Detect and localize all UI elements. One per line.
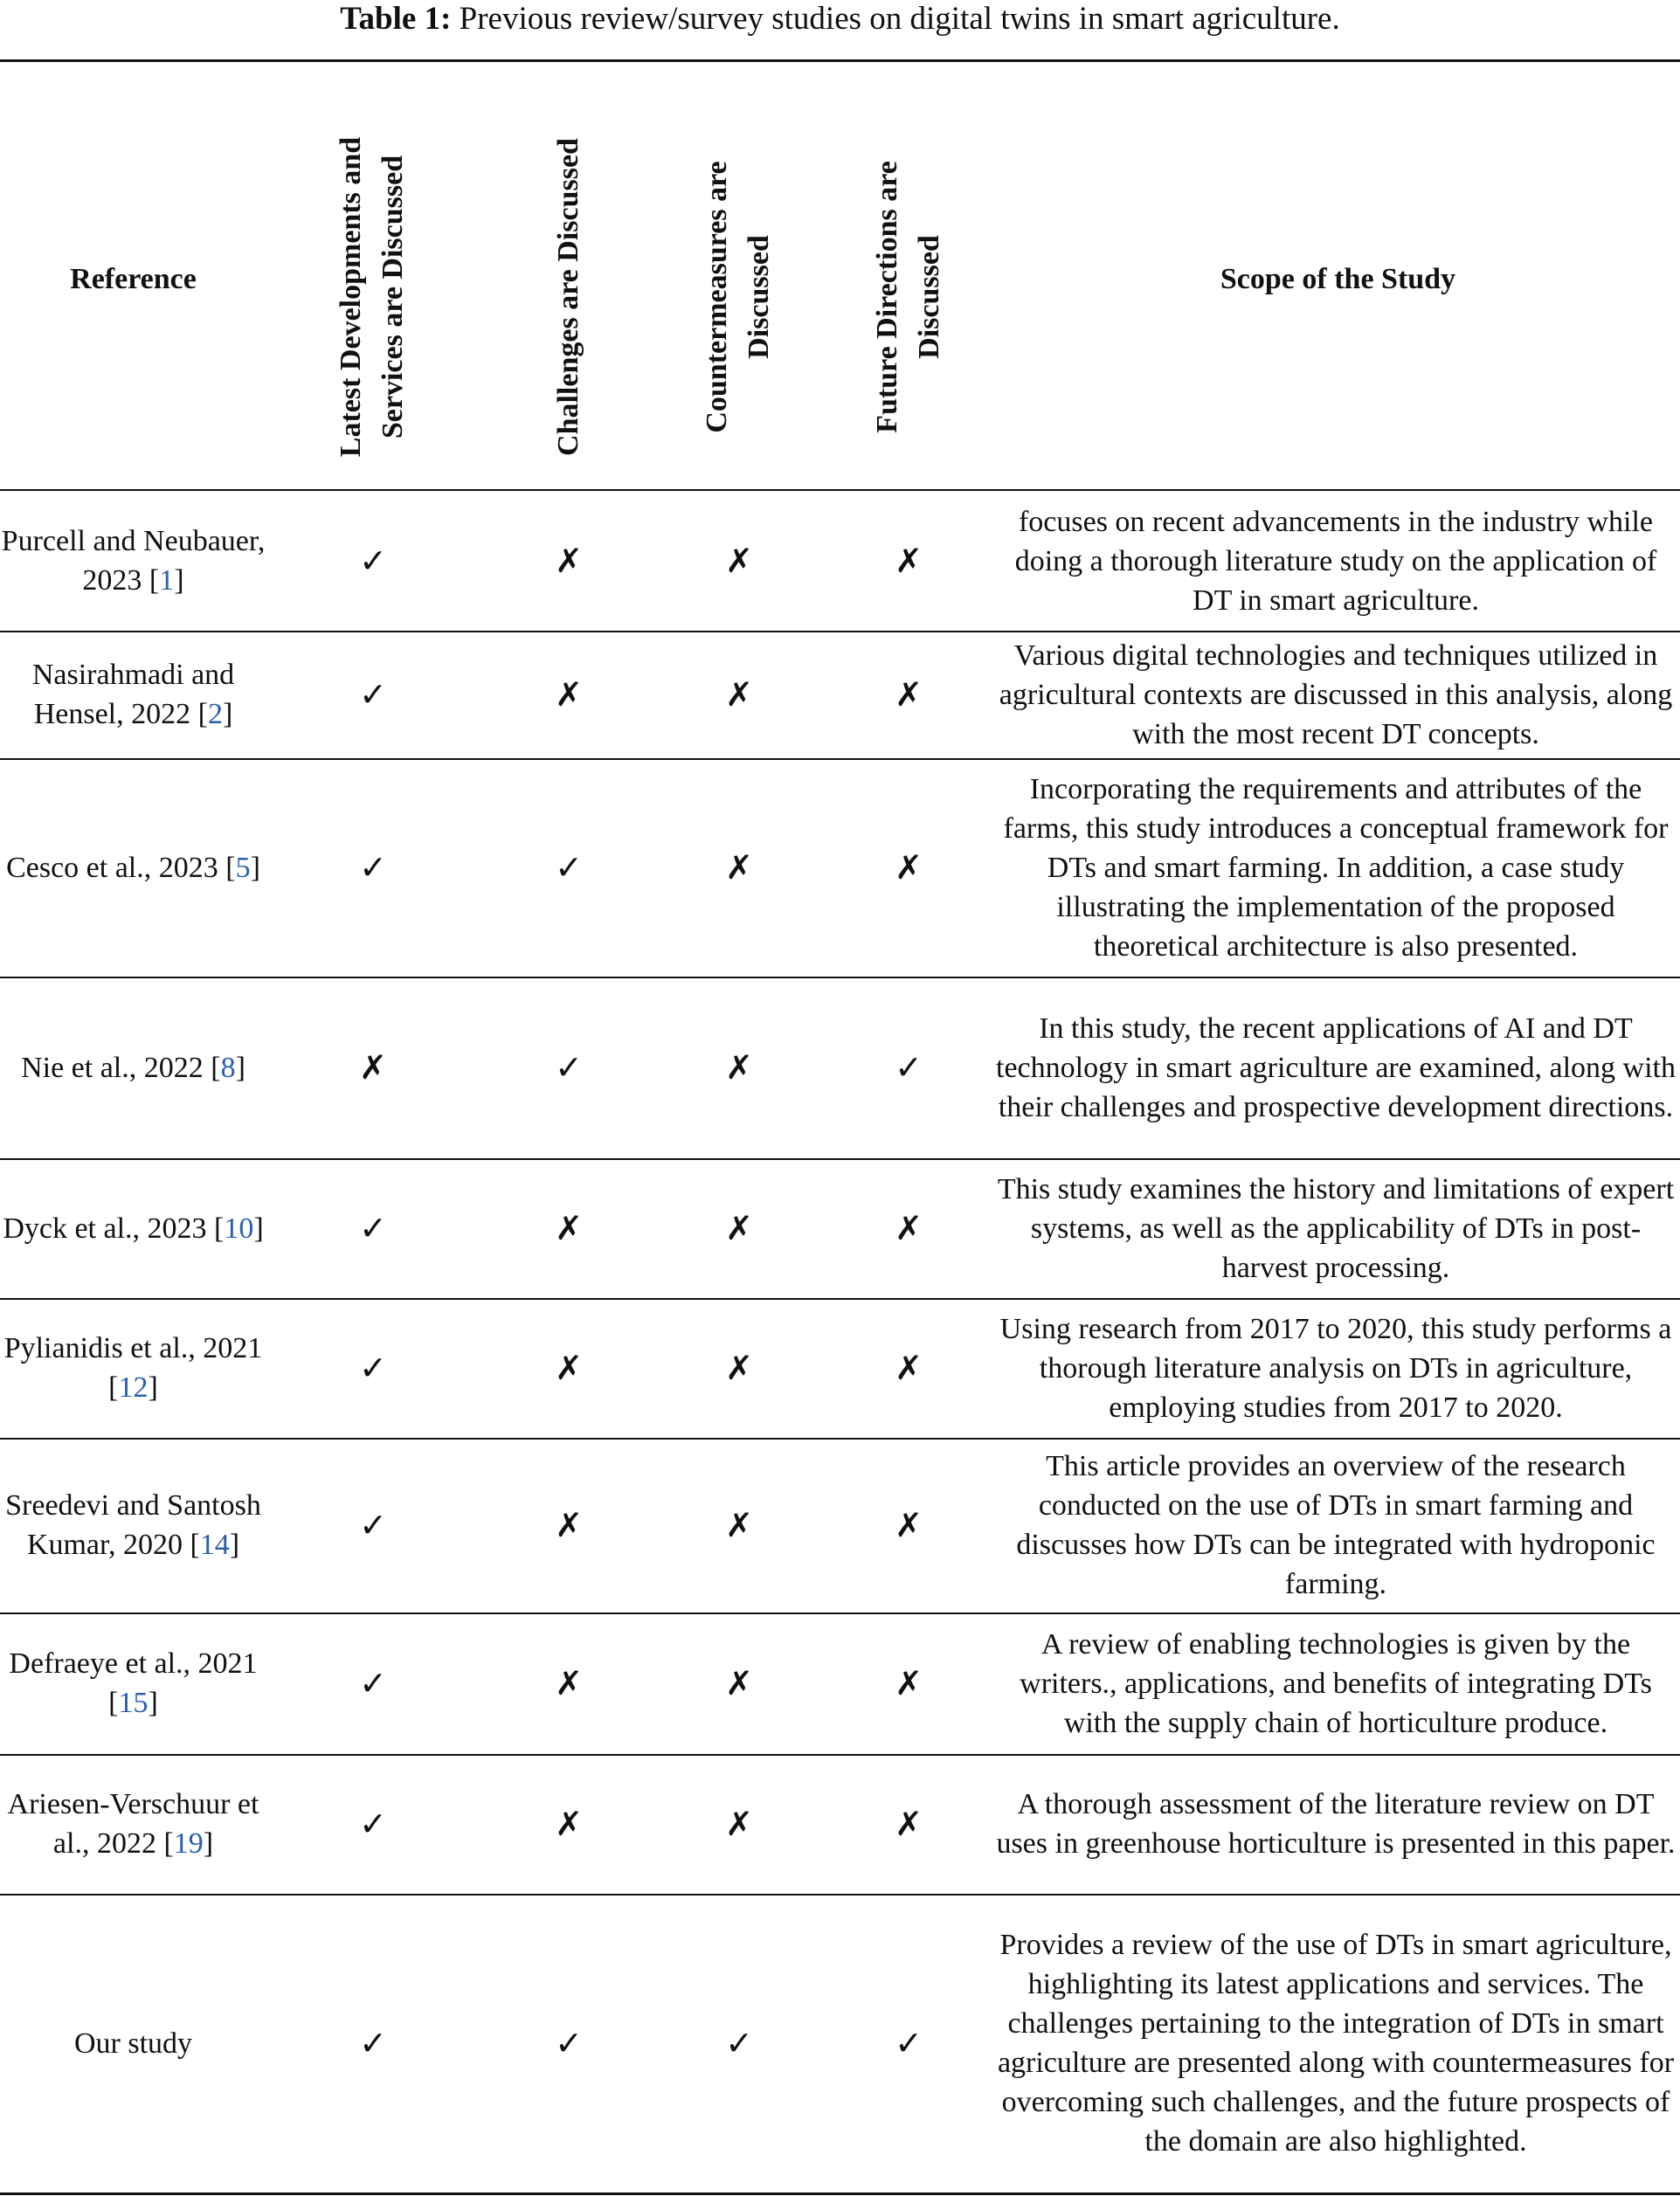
reference-label: Pylianidis et al., 2021 [: [3, 1332, 263, 1404]
check-mark-icon: ✓: [359, 542, 387, 580]
citation-close: ]: [148, 1371, 158, 1404]
scope-cell: [992, 1298, 1680, 1438]
cross-mark-icon: ✗: [725, 1349, 753, 1387]
reference-text: [21, 1048, 245, 1088]
cross-mark-icon: ✗: [895, 1209, 923, 1247]
citation-link[interactable]: 1: [159, 564, 175, 597]
reference-text: [0, 655, 266, 734]
cross-mark-icon: ✗: [895, 1805, 923, 1843]
table-row: [0, 491, 1680, 631]
reference-text: [0, 1329, 266, 1407]
table-row: [0, 1754, 1680, 1894]
check-mark-icon: ✓: [359, 675, 387, 714]
header-scope: Scope of the Study: [1220, 263, 1456, 295]
table-row: [0, 977, 1680, 1158]
scope-cell: [992, 1158, 1680, 1298]
cross-mark-icon: ✗: [555, 1349, 583, 1387]
scope-cell: [992, 1894, 1680, 2193]
cross-mark-icon: ✗: [895, 1664, 923, 1702]
cross-mark-icon: ✗: [895, 848, 923, 887]
reference-cell: [0, 1298, 266, 1438]
reference-label: Nasirahmadi and Hensel, 2022 [: [31, 659, 235, 730]
top-rule: [0, 59, 1680, 62]
citation-link[interactable]: 15: [118, 1687, 149, 1719]
citation-close: ]: [250, 851, 260, 884]
citation-close: ]: [235, 1051, 245, 1084]
cross-mark-icon: ✗: [895, 675, 923, 714]
check-mark-icon: ✓: [359, 1664, 387, 1702]
scope-cell: [992, 758, 1680, 977]
citation-link[interactable]: 5: [235, 851, 251, 884]
check-mark-icon: ✓: [359, 1349, 387, 1387]
citation-close: ]: [229, 1529, 240, 1561]
cross-mark-icon: ✗: [555, 1209, 583, 1247]
cross-mark-icon: ✗: [555, 542, 583, 580]
reference-cell: [0, 758, 266, 977]
reference-text: [0, 1486, 266, 1564]
citation-link[interactable]: 2: [207, 698, 223, 730]
scope-cell: [992, 1612, 1680, 1754]
check-mark-icon: ✓: [555, 848, 583, 887]
scope-text: Provides a review of the use of DTs in smart agriculture, highlighting its latest applications and services. The challenges pertaining to the integration of DTs in smart agriculture are presented along with countermeasures for overcoming such challenges, and the future prospects of the domain are also highlighted.: [997, 1929, 1675, 2158]
citation-link[interactable]: 19: [173, 1827, 204, 1860]
scope-text: A review of enabling technologies is given by the writers., applications, and benefits of integrating DTs with the supply chain of horticulture produce.: [1020, 1627, 1652, 1739]
bottom-rule: [0, 2193, 1680, 2195]
header-challenges: Challenges are Discussed: [552, 138, 584, 456]
cross-mark-icon: ✗: [725, 1506, 753, 1544]
cross-mark-icon: ✗: [725, 1048, 753, 1087]
check-mark-icon: ✓: [895, 1048, 923, 1087]
cross-mark-icon: ✗: [359, 1048, 387, 1087]
scope-cell: [992, 491, 1680, 631]
reference-cell: [0, 491, 266, 631]
cross-mark-icon: ✗: [555, 1506, 583, 1544]
reference-label: Defraeye et al., 2021 [: [9, 1647, 258, 1719]
reference-text: [74, 2024, 192, 2063]
scope-text: Using research from 2017 to 2020, this study performs a thorough literature analysis on DTs in agriculture, employing studies from 2017 to 2020.: [999, 1312, 1672, 1424]
reference-cell: [0, 1612, 266, 1754]
reference-text: [0, 521, 266, 600]
table-row: [0, 1894, 1680, 2193]
scope-cell: [992, 977, 1680, 1158]
citation-link[interactable]: 12: [118, 1371, 149, 1404]
table-row: [0, 1158, 1680, 1298]
scope-text: In this study, the recent applications of AI and DT technology in smart agriculture are examined, along with their challenges and prospective development directions.: [996, 1012, 1676, 1123]
citation-close: ]: [253, 1212, 264, 1245]
reference-cell: [0, 631, 266, 758]
reference-label: Dyck et al., 2023 [: [3, 1212, 225, 1245]
reference-cell: [0, 1754, 266, 1894]
check-mark-icon: ✓: [725, 2024, 753, 2062]
caption-text: Previous review/survey studies on digital twins in smart agriculture.: [459, 1, 1340, 37]
reference-text: [3, 1209, 263, 1248]
cross-mark-icon: ✗: [895, 1506, 923, 1544]
reference-label: Sreedevi and Santosh Kumar, 2020 [: [5, 1489, 261, 1561]
check-mark-icon: ✓: [359, 1209, 387, 1247]
header-future-directions: Future Directions are Discussed: [871, 161, 945, 433]
citation-close: ]: [174, 564, 184, 597]
header-countermeasures: Countermeasures are Discussed: [701, 161, 775, 433]
check-mark-icon: ✓: [895, 2024, 923, 2062]
scope-text: This study examines the history and limitations of expert systems, as well as the applicability of DTs in post-harvest processing.: [997, 1172, 1675, 1284]
reference-text: [0, 1644, 266, 1723]
scope-text: focuses on recent advancements in the industry while doing a thorough literature study on the application of DT in smart agriculture.: [1014, 505, 1657, 617]
cross-mark-icon: ✗: [555, 1805, 583, 1843]
citation-close: ]: [203, 1827, 214, 1860]
header-latest-developments: Latest Developments and Services are Discussed: [335, 136, 409, 458]
reference-cell: [0, 1894, 266, 2193]
reference-cell: [0, 977, 266, 1158]
citation-link[interactable]: 14: [199, 1529, 230, 1561]
check-mark-icon: ✓: [555, 2024, 583, 2062]
table-row: [0, 1438, 1680, 1612]
reference-label: Our study: [73, 2027, 193, 2060]
table-row: [0, 758, 1680, 977]
cross-mark-icon: ✗: [555, 675, 583, 714]
cross-mark-icon: ✗: [725, 675, 753, 714]
table-caption: [0, 0, 1680, 40]
citation-close: ]: [148, 1687, 158, 1719]
reference-cell: [0, 1438, 266, 1612]
scope-cell: [992, 1438, 1680, 1612]
table-row: [0, 1612, 1680, 1754]
cross-mark-icon: ✗: [895, 542, 923, 580]
cross-mark-icon: ✗: [725, 542, 753, 580]
reference-label: Purcell and Neubauer, 2023 [: [1, 525, 266, 597]
table-row: [0, 1298, 1680, 1438]
scope-cell: [992, 1754, 1680, 1894]
citation-link[interactable]: 10: [224, 1212, 254, 1245]
citation-link[interactable]: 8: [220, 1051, 236, 1084]
citation-close: ]: [222, 698, 233, 730]
cross-mark-icon: ✗: [725, 848, 753, 887]
reference-text: [0, 1785, 266, 1863]
cross-mark-icon: ✗: [725, 1664, 753, 1702]
check-mark-icon: ✓: [359, 1805, 387, 1843]
header-reference: Reference: [70, 263, 197, 295]
cross-mark-icon: ✗: [725, 1805, 753, 1843]
reference-label: Ariesen-Verschuur et al., 2022 [: [7, 1788, 259, 1860]
cross-mark-icon: ✗: [555, 1664, 583, 1702]
reference-cell: [0, 1158, 266, 1298]
reference-text: [6, 848, 260, 887]
scope-text: Various digital technologies and techniques utilized in agricultural contexts are discussed in this analysis, along with the most recent DT concepts.: [999, 639, 1673, 750]
check-mark-icon: ✓: [359, 1506, 387, 1544]
scope-text: Incorporating the requirements and attributes of the farms, this study introduces a conceptual framework for DTs and smart farming. In addition, a case study illustrating the implementation of the proposed theoretical architecture is also presented.: [1003, 772, 1669, 963]
scope-text: This article provides an overview of the research conducted on the use of DTs in smart farming and discusses how DTs can be integrated with hydroponic farming.: [1016, 1450, 1656, 1600]
caption-label: Table 1:: [340, 1, 452, 37]
cross-mark-icon: ✗: [725, 1209, 753, 1247]
table-row: [0, 631, 1680, 758]
reference-label: Nie et al., 2022 [: [21, 1051, 221, 1084]
check-mark-icon: ✓: [555, 1048, 583, 1087]
scope-text: A thorough assessment of the literature review on DT uses in greenhouse horticulture is presented in this paper.: [996, 1788, 1676, 1860]
scope-cell: [992, 631, 1680, 758]
cross-mark-icon: ✗: [895, 1349, 923, 1387]
check-mark-icon: ✓: [359, 848, 387, 887]
reference-label: Cesco et al., 2023 [: [6, 851, 236, 884]
check-mark-icon: ✓: [359, 2024, 387, 2062]
